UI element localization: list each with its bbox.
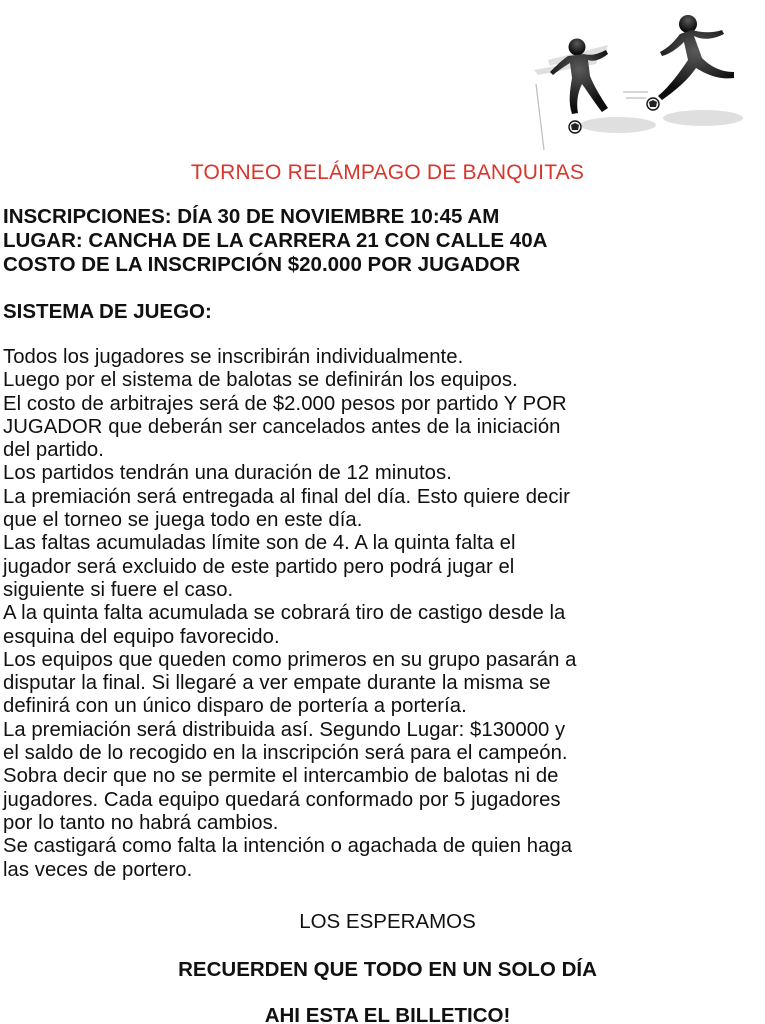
rule-line: Los equipos que queden como primeros en su grupo pasarán a [3, 648, 577, 671]
soccer-players-silhouette-icon [528, 0, 765, 150]
rule-line: del partido. [3, 439, 104, 462]
info-line-registration: INSCRIPCIONES: DÍA 30 DE NOVIEMBRE 10:45 AM [3, 205, 500, 228]
closing-reminder: RECUERDEN QUE TODO EN UN SOLO DÍA [178, 958, 597, 981]
info-line-location: LUGAR: CANCHA DE LA CARRERA 21 CON CALLE 40A [3, 229, 548, 252]
rule-line: esquina del equipo favorecido. [3, 625, 280, 648]
rule-line: el saldo de lo recogido en la inscripción será para el campeón. [3, 742, 568, 765]
rule-line: Se castigará como falta la intención o agachada de quien haga [3, 835, 573, 858]
rule-line: La premiación será entregada al final del día. Esto quiere decir [3, 485, 570, 508]
section-heading: SISTEMA DE JUEGO: [3, 300, 212, 323]
rule-line: las veces de portero. [3, 858, 193, 881]
rule-line: La premiación será distribuida así. Segundo Lugar: $130000 y [3, 718, 566, 741]
rule-line: definirá con un único disparo de portería a portería. [3, 695, 467, 718]
info-line-cost: COSTO DE LA INSCRIPCIÓN $20.000 POR JUGADOR [3, 253, 521, 276]
rule-line: disputar la final. Si llegaré a ver empate durante la misma se [3, 672, 551, 695]
rule-line: El costo de arbitrajes será de $2.000 pesos por partido Y POR [3, 392, 567, 415]
rule-line: A la quinta falta acumulada se cobrará tiro de castigo desde la [3, 602, 566, 625]
registration-info [3, 205, 547, 277]
rule-line: siguiente si fuere el caso. [3, 578, 234, 601]
rules-text [3, 346, 765, 882]
closing-greeting: LOS ESPERAMOS [299, 910, 476, 933]
rule-line: por lo tanto no habrá cambios. [3, 811, 279, 834]
rule-line: que el torneo se juega todo en este día. [3, 509, 363, 532]
rule-line: Sobra decir que no se permite el intercambio de balotas ni de [3, 765, 559, 788]
rule-line: Las faltas acumuladas límite son de 4. A la quinta falta el [3, 532, 516, 555]
tournament-title: TORNEO RELÁMPAGO DE BANQUITAS [190, 161, 585, 184]
closing-prize: AHI ESTA EL BILLETICO! [264, 1004, 511, 1024]
rule-line: Los partidos tendrán una duración de 12 minutos. [3, 462, 452, 485]
rule-line: jugador será excluido de este partido pero podrá jugar el [3, 555, 515, 578]
rule-line: jugadores. Cada equipo quedará conformado por 5 jugadores [3, 788, 561, 811]
rule-line: Luego por el sistema de balotas se definirán los equipos. [3, 369, 518, 392]
rule-line: Todos los jugadores se inscribirán individualmente. [3, 346, 464, 368]
rule-line: JUGADOR que deberán ser cancelados antes de la iniciación [3, 415, 561, 438]
